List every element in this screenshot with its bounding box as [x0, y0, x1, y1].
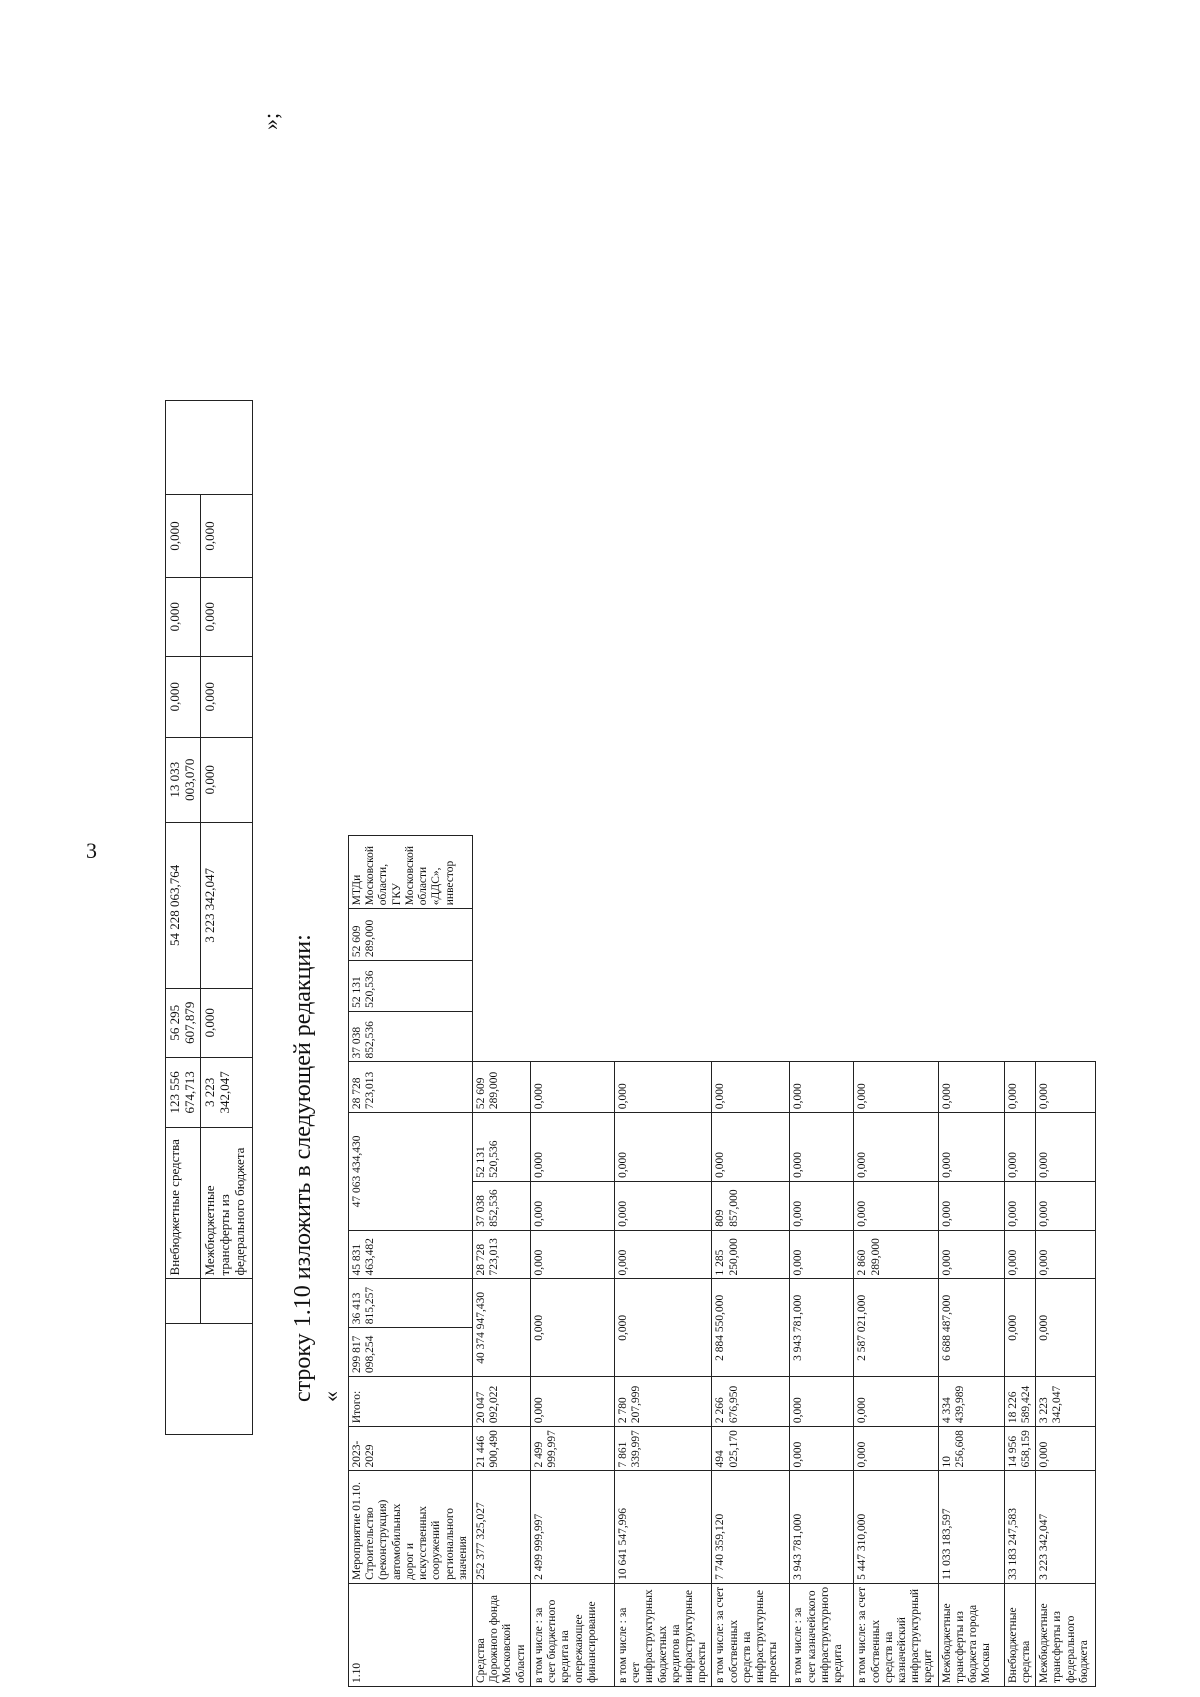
main-row	[1004, 836, 1035, 1687]
value-cell: 0,000	[854, 1062, 938, 1113]
value-cell: 0,000	[200, 988, 252, 1057]
value-cell: 6 688 487,000	[938, 1279, 1004, 1376]
value-cell: 0,000	[530, 1113, 614, 1182]
value-cell: 0,000	[1036, 1427, 1096, 1471]
value-cell: 0,000	[938, 1181, 1004, 1230]
value-cell: 37 038 852,536	[349, 1011, 473, 1062]
value-cell: 0,000	[790, 1427, 854, 1471]
value-cell: 0,000	[200, 656, 252, 737]
value-cell: 0,000	[854, 1427, 938, 1471]
value-cell: 0,000	[854, 1181, 938, 1230]
row-label: в том числе : за счет бюджетного кредита на опережающее финансирование	[530, 1583, 614, 1686]
value-cell: 3 223 342,047	[1036, 1471, 1096, 1583]
amendment-heading: строку 1.10 изложить в следующей редакции:	[290, 934, 316, 1402]
value-cell: 0,000	[614, 1113, 712, 1182]
value-cell: 0,000	[530, 1062, 614, 1113]
value-cell: 0,000	[938, 1230, 1004, 1279]
value-cell: 0,000	[166, 577, 201, 656]
value-cell: 2 860 289,000	[854, 1230, 938, 1279]
main-row	[712, 836, 790, 1687]
value-cell: 0,000	[530, 1279, 614, 1376]
main-table	[348, 835, 1096, 1687]
period: 2023-2029	[349, 1427, 473, 1471]
row-label: Межбюджетные трансферты из федерального бюджета	[1036, 1583, 1096, 1686]
value-cell: 36 413 815,257	[349, 1279, 473, 1328]
value-cell: 2 780 207,999	[614, 1376, 712, 1426]
value-cell: 0,000	[200, 495, 252, 577]
value-cell: 21 446 900,490	[472, 1427, 530, 1471]
value-cell: 809 857,000	[712, 1181, 790, 1230]
main-row	[614, 836, 712, 1687]
main-row	[472, 836, 530, 1687]
value-cell: 0,000	[854, 1113, 938, 1182]
value-cell: 52 609 289,000	[472, 1062, 530, 1113]
main-row	[1036, 836, 1096, 1687]
value-cell: 40 374 947,430	[472, 1279, 530, 1376]
row-label: в том числе: за счет собственных средств на инфраструктурные проекты	[712, 1583, 790, 1686]
value-cell: 0,000	[790, 1181, 854, 1230]
measure-name: Мероприятие 01.10. Строительство (реконструкция) автомобильных дорог и искусственных сооружений регионального значения	[349, 1471, 473, 1583]
value-cell: 0,000	[200, 577, 252, 656]
row-label: Внебюджетные средства	[166, 1128, 201, 1279]
value-cell: 3 223 342,047	[200, 822, 252, 988]
top-row-federal	[200, 401, 252, 1435]
value-cell: 0,000	[938, 1113, 1004, 1182]
value-cell: 0,000	[1036, 1230, 1096, 1279]
value-cell: 54 228 063,764	[166, 822, 201, 988]
value-cell: 14 956 658,159	[1004, 1427, 1035, 1471]
value-cell: 0,000	[790, 1062, 854, 1113]
value-cell: 0,000	[790, 1113, 854, 1182]
value-cell: 7 740 359,120	[712, 1471, 790, 1583]
value-cell: 2 499 999,997	[530, 1427, 614, 1471]
value-cell: 0,000	[530, 1230, 614, 1279]
value-cell: 0,000	[1036, 1181, 1096, 1230]
value-cell: 11 033 183,597	[938, 1471, 1004, 1583]
value-cell: 2 884 550,000	[712, 1279, 790, 1376]
value-cell: 0,000	[614, 1062, 712, 1113]
main-row	[530, 836, 614, 1687]
value-cell: 0,000	[1004, 1181, 1035, 1230]
value-cell: 0,000	[1004, 1230, 1035, 1279]
value-cell: 10 256,608	[938, 1427, 1004, 1471]
value-cell: 0,000	[614, 1230, 712, 1279]
value-cell: 123 556 674,713	[166, 1057, 201, 1128]
value-cell: 0,000	[1004, 1113, 1035, 1182]
opening-quote: «	[318, 1391, 343, 1402]
value-cell: 3 943 781,000	[790, 1279, 854, 1376]
value-cell: 18 226 589,424	[1004, 1376, 1035, 1426]
row-label: Межбюджетные трансферты из бюджета города Москвы	[938, 1583, 1004, 1686]
main-row	[938, 836, 1004, 1687]
value-cell: 299 817 098,254	[349, 1328, 473, 1377]
value-cell: 252 377 325,027	[472, 1471, 530, 1583]
top-empty-cell	[200, 1279, 252, 1323]
value-cell: 0,000	[166, 495, 201, 577]
value-cell: 13 033 003,070	[166, 737, 201, 822]
value-cell: 0,000	[1004, 1279, 1035, 1376]
row-label: в том числе : за счет казначейского инфраструктурного кредита	[790, 1583, 854, 1686]
value-cell: 2 266 676,950	[712, 1376, 790, 1426]
value-cell: 0,000	[614, 1279, 712, 1376]
row-label: Итого:	[349, 1376, 473, 1426]
value-cell: 10 641 547,996	[614, 1471, 712, 1583]
value-cell: 28 728 723,013	[472, 1230, 530, 1279]
top-row-extrabudget	[166, 401, 201, 1435]
value-cell: 0,000	[1036, 1279, 1096, 1376]
value-cell: 28 728 723,013	[349, 1062, 473, 1113]
value-cell: 0,000	[790, 1376, 854, 1426]
page-number: 3	[86, 838, 97, 863]
closing-quote: »;	[258, 112, 283, 130]
value-cell: 494 025,170	[712, 1427, 790, 1471]
value-cell: 0,000	[790, 1230, 854, 1279]
value-cell: 0,000	[938, 1062, 1004, 1113]
value-cell: 3 223 342,047	[1036, 1376, 1096, 1426]
value-cell: 0,000	[530, 1181, 614, 1230]
value-cell: 20 047 092,022	[472, 1376, 530, 1426]
value-cell: 0,000	[200, 737, 252, 822]
row-label: в том числе : за счет инфраструктурных бюджетных кредитов на инфраструктурные проекты	[614, 1583, 712, 1686]
row-label: Средства Дорожного фонда Московской области	[472, 1583, 530, 1686]
main-row	[854, 836, 938, 1687]
row-number: 1.10	[349, 1583, 473, 1686]
value-cell: 52 131 520,536	[472, 1113, 530, 1182]
value-cell: 0,000	[1036, 1113, 1096, 1182]
value-cell: 52 131 520,536	[349, 961, 473, 1012]
value-cell: 0,000	[1004, 1062, 1035, 1113]
value-cell: 3 223 342,047	[200, 1057, 252, 1128]
top-table	[165, 400, 253, 1435]
value-cell: 37 038 852,536	[472, 1181, 530, 1230]
value-cell: 33 183 247,583	[1004, 1471, 1035, 1583]
value-cell: 2 587 021,000	[854, 1279, 938, 1376]
value-cell: 56 295 607,879	[166, 988, 201, 1057]
value-cell: 0,000	[712, 1062, 790, 1113]
top-empty-cell	[166, 1323, 253, 1434]
value-cell: 0,000	[614, 1181, 712, 1230]
main-row-total	[349, 836, 473, 1687]
row-label: Внебюджетные средства	[1004, 1583, 1035, 1686]
value-cell: 52 609 289,000	[349, 909, 473, 961]
value-cell: 0,000	[712, 1113, 790, 1182]
value-cell: 0,000	[166, 656, 201, 737]
row-label: в том числе: за счет собственных средств на казначейский инфраструктурный кредит	[854, 1583, 938, 1686]
value-cell: 4 334 439,989	[938, 1376, 1004, 1426]
value-cell: 3 943 781,000	[790, 1471, 854, 1583]
value-cell: 0,000	[530, 1376, 614, 1426]
value-cell: 0,000	[1036, 1062, 1096, 1113]
value-cell: 2 499 999,997	[530, 1471, 614, 1583]
value-cell: 1 285 250,000	[712, 1230, 790, 1279]
top-empty-cell	[166, 1279, 201, 1323]
value-cell: 45 831 463,482	[349, 1230, 473, 1279]
top-empty-cell	[166, 401, 253, 495]
value-cell: 0,000	[854, 1376, 938, 1426]
main-row	[790, 836, 854, 1687]
value-cell: 47 063 434,430	[349, 1113, 473, 1231]
value-cell: 5 447 310,000	[854, 1471, 938, 1583]
executor: МТДи Московской области, ГКУ Московской области «ДДС», инвестор	[349, 836, 473, 909]
row-label: Межбюджетные трансферты из федерального бюджета	[200, 1128, 252, 1279]
value-cell: 7 861 339,997	[614, 1427, 712, 1471]
